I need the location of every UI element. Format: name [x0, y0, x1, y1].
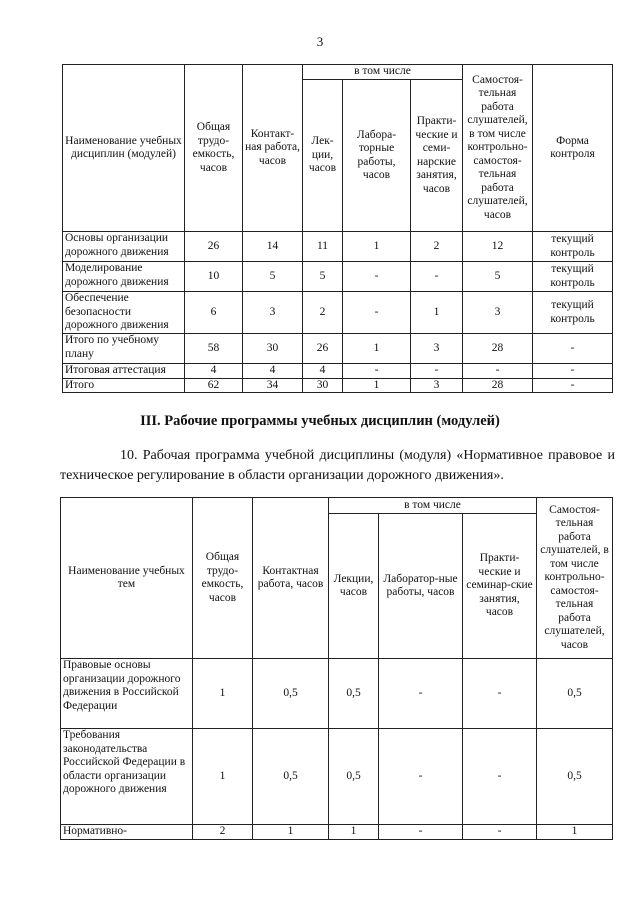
cell-control: - — [533, 334, 613, 364]
table-row — [61, 659, 613, 729]
program-paragraph: 10. Рабочая программа учебной дисциплины (модуля) «Нормативное правовое и техническое регулирование в области организации дорожного движения». — [60, 448, 615, 483]
cell-practice: - — [411, 364, 463, 379]
cell-name: Итоговая аттестация — [63, 364, 185, 379]
cell-total: 2 — [193, 825, 253, 840]
header-labs: Лабора-торные работы, часов — [343, 80, 411, 232]
cell-control: - — [533, 378, 613, 393]
cell-lectures: 2 — [303, 292, 343, 334]
cell-self: 0,5 — [537, 729, 613, 825]
cell-labs: - — [343, 262, 411, 292]
table-row — [61, 729, 613, 825]
cell-lectures: 4 — [303, 364, 343, 379]
cell-contact: 4 — [243, 364, 303, 379]
cell-control: - — [533, 364, 613, 379]
header-total: Общая трудо-емкость, часов — [185, 65, 243, 232]
cell-contact: 34 — [243, 378, 303, 393]
header-name: Наименование учебных тем — [61, 498, 193, 659]
cell-contact: 14 — [243, 232, 303, 262]
cell-total: 58 — [185, 334, 243, 364]
table-row — [63, 334, 613, 364]
cell-labs: 1 — [343, 378, 411, 393]
header-contact: Контактная работа, часов — [253, 498, 329, 659]
topics-table — [60, 497, 613, 840]
header-self: Самостоя-тельная работа слушателей, в том числе контрольно-самостоя-тельная работа слушателей, часов — [537, 498, 613, 659]
cell-practice: - — [463, 825, 537, 840]
cell-lectures: 0,5 — [329, 659, 379, 729]
cell-lectures: 11 — [303, 232, 343, 262]
cell-self: 28 — [463, 378, 533, 393]
cell-practice: - — [411, 262, 463, 292]
cell-labs: 1 — [343, 232, 411, 262]
header-contact: Контакт-ная работа, часов — [243, 65, 303, 232]
table-row — [63, 232, 613, 262]
cell-practice: 2 — [411, 232, 463, 262]
cell-lectures: 26 — [303, 334, 343, 364]
disciplines-table — [62, 64, 613, 393]
cell-name: Нормативно- — [61, 825, 193, 840]
header-including: в том числе — [329, 498, 537, 514]
header-lectures: Лек-ции, часов — [303, 80, 343, 232]
cell-self: 12 — [463, 232, 533, 262]
cell-lectures: 1 — [329, 825, 379, 840]
cell-total: 6 — [185, 292, 243, 334]
cell-total: 26 — [185, 232, 243, 262]
header-practice: Практи-ческие и семинар-ские занятия, часов — [463, 514, 537, 659]
table-row — [63, 262, 613, 292]
cell-control: текущий контроль — [533, 262, 613, 292]
header-lectures: Лекции, часов — [329, 514, 379, 659]
cell-contact: 30 — [243, 334, 303, 364]
cell-name: Обеспечение безопасности дорожного движения — [63, 292, 185, 334]
cell-self: 0,5 — [537, 659, 613, 729]
header-control: Форма контроля — [533, 65, 613, 232]
cell-contact: 1 — [253, 825, 329, 840]
cell-name: Итого по учебному плану — [63, 334, 185, 364]
cell-labs: - — [379, 825, 463, 840]
header-including: в том числе — [303, 65, 463, 80]
table-row — [63, 378, 613, 393]
cell-contact: 5 — [243, 262, 303, 292]
cell-control: текущий контроль — [533, 292, 613, 334]
cell-labs: - — [343, 364, 411, 379]
cell-practice: 3 — [411, 334, 463, 364]
header-labs: Лаборатор-ные работы, часов — [379, 514, 463, 659]
header-name: Наименование учебных дисциплин (модулей) — [63, 65, 185, 232]
cell-self: 3 — [463, 292, 533, 334]
cell-total: 62 — [185, 378, 243, 393]
header-total: Общая трудо-емкость, часов — [193, 498, 253, 659]
cell-practice: - — [463, 729, 537, 825]
cell-labs: - — [379, 659, 463, 729]
cell-name: Итого — [63, 378, 185, 393]
cell-total: 1 — [193, 729, 253, 825]
cell-contact: 0,5 — [253, 729, 329, 825]
cell-contact: 3 — [243, 292, 303, 334]
cell-practice: - — [463, 659, 537, 729]
cell-practice: 1 — [411, 292, 463, 334]
cell-self: - — [463, 364, 533, 379]
cell-labs: 1 — [343, 334, 411, 364]
cell-contact: 0,5 — [253, 659, 329, 729]
table-row — [63, 364, 613, 379]
cell-lectures: 5 — [303, 262, 343, 292]
header-self: Самостоя-тельная работа слушателей, в том числе контрольно-самостоя-тельная работа слушателей, часов — [463, 65, 533, 232]
cell-self: 1 — [537, 825, 613, 840]
cell-lectures: 0,5 — [329, 729, 379, 825]
cell-name: Требования законодательства Российской Федерации в области организации дорожного движения — [61, 729, 193, 825]
cell-lectures: 30 — [303, 378, 343, 393]
header-practice: Практи-ческие и семи-нарские занятия, часов — [411, 80, 463, 232]
cell-practice: 3 — [411, 378, 463, 393]
page-number: 3 — [316, 34, 324, 49]
cell-total: 4 — [185, 364, 243, 379]
cell-name: Правовые основы организации дорожного движения в Российской Федерации — [61, 659, 193, 729]
cell-labs: - — [379, 729, 463, 825]
cell-total: 1 — [193, 659, 253, 729]
cell-self: 5 — [463, 262, 533, 292]
cell-name: Основы организации дорожного движения — [63, 232, 185, 262]
cell-labs: - — [343, 292, 411, 334]
cell-total: 10 — [185, 262, 243, 292]
section-heading: III. Рабочие программы учебных дисциплин (модулей) — [140, 413, 500, 429]
cell-control: текущий контроль — [533, 232, 613, 262]
table-row — [61, 825, 613, 840]
cell-name: Моделирование дорожного движения — [63, 262, 185, 292]
cell-self: 28 — [463, 334, 533, 364]
table-row — [63, 292, 613, 334]
